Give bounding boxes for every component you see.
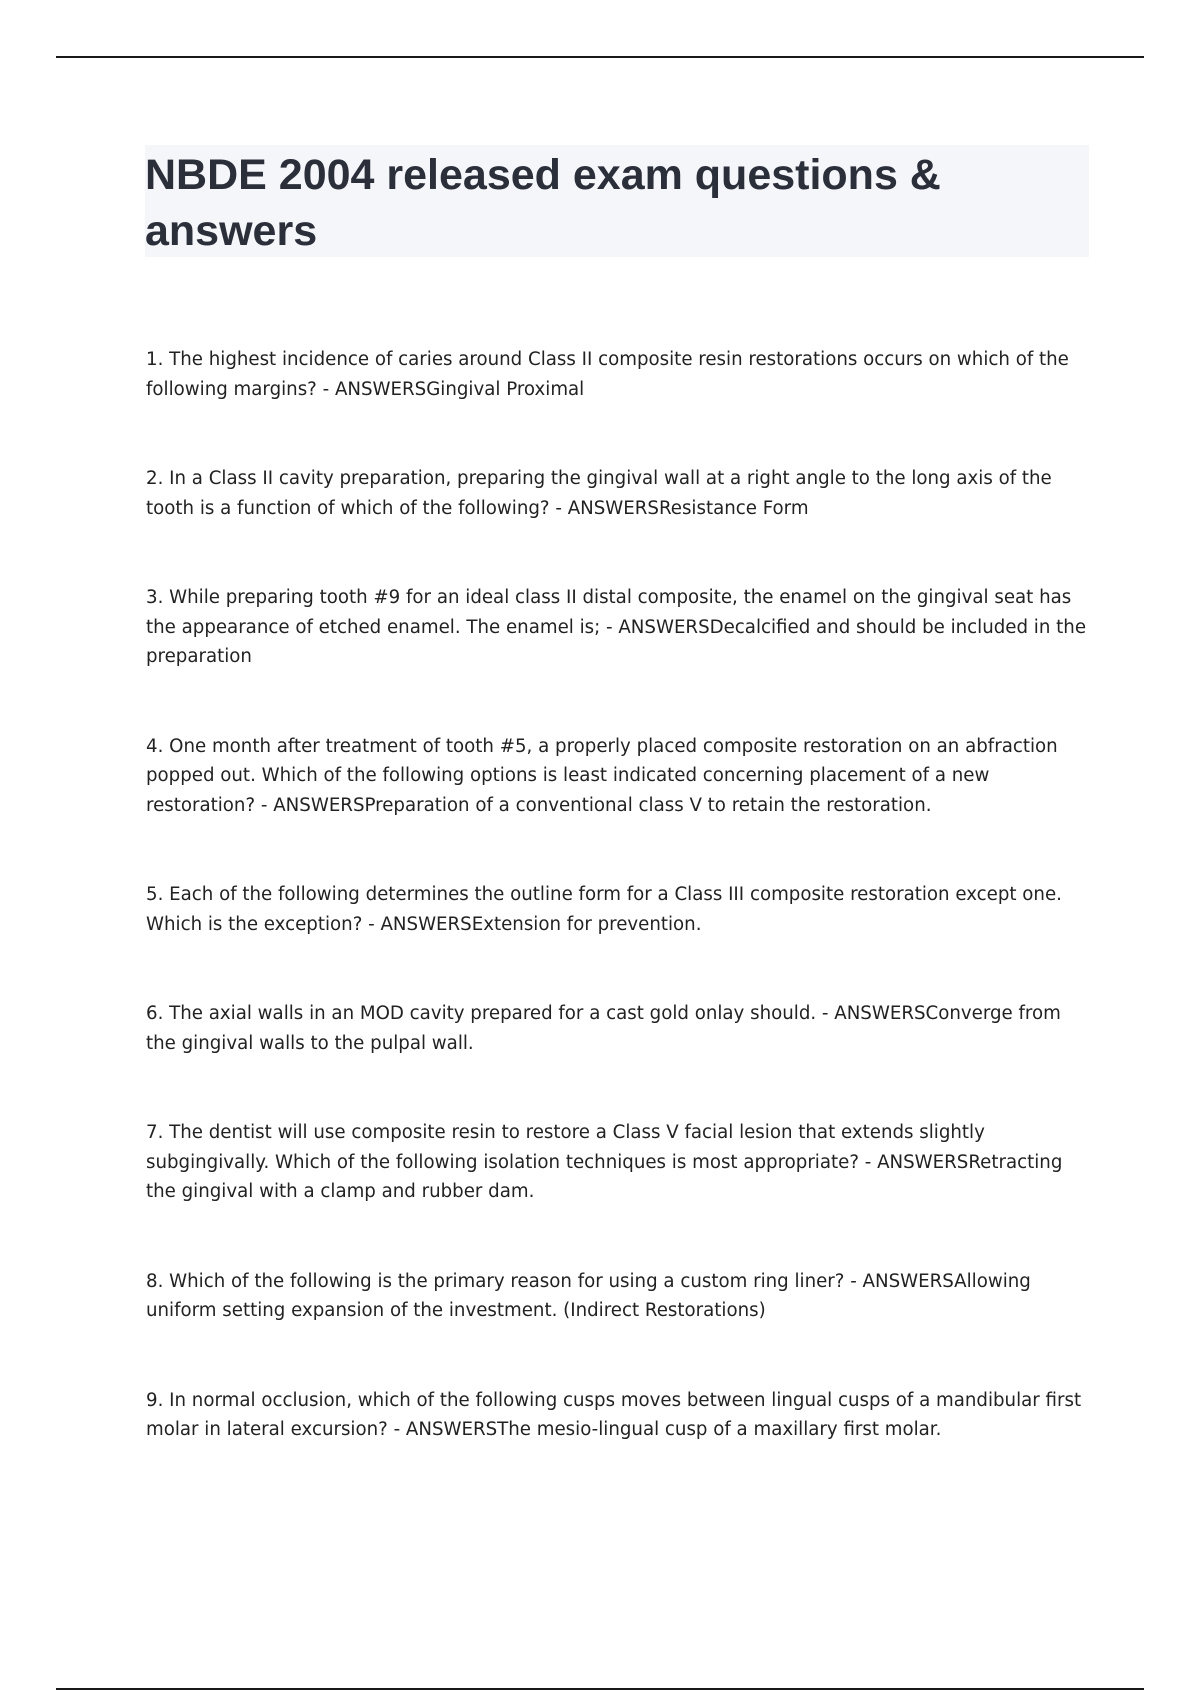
question-item-1: 1. The highest incidence of caries around Class II composite resin restorations occurs on which of the following margins? - ANSWERSGingival Proximal	[146, 349, 1069, 400]
title-block	[145, 145, 1089, 257]
question-list	[146, 345, 1090, 1505]
question-item-8: 8. Which of the following is the primary reason for using a custom ring liner? - ANSWERSAllowing uniform setting expansion of the investment. (Indirect Restorations)	[146, 1270, 1031, 1321]
question-item-5: 5. Each of the following determines the outline form for a Class III composite restoration except one. Which is the exception? - ANSWERSExtension for prevention.	[146, 884, 1062, 935]
top-rule	[56, 56, 1144, 58]
question-item-7: 7. The dentist will use composite resin to restore a Class V facial lesion that extends slightly subgingivally. Which of the following isolation techniques is most appropriate? - ANSWERSRetracting the gingival with a clamp and rubber dam.	[146, 1122, 1063, 1202]
question-item-6: 6. The axial walls in an MOD cavity prepared for a cast gold onlay should. - ANSWERSConverge from the gingival walls to the pulpal wall.	[146, 1003, 1061, 1054]
bottom-rule	[56, 1688, 1144, 1690]
question-item-2: 2. In a Class II cavity preparation, preparing the gingival wall at a right angle to the long axis of the tooth is a function of which of the following? - ANSWERSResistance Form	[146, 468, 1052, 519]
question-item-3: 3. While preparing tooth #9 for an ideal class II distal composite, the enamel on the gingival seat has the appearance of etched enamel. The enamel is; - ANSWERSDecalcified and should be included in the preparation	[146, 587, 1087, 667]
question-item-4: 4. One month after treatment of tooth #5, a properly placed composite restoration on an abfraction popped out. Which of the following options is least indicated concerning placement of a new restoration? - ANSWERSPreparation of a conventional class V to retain the restoration.	[146, 735, 1058, 816]
document-title: NBDE 2004 released exam questions & answers	[145, 151, 941, 255]
question-item-9: 9. In normal occlusion, which of the following cusps moves between lingual cusps of a mandibular first molar in lateral excursion? - ANSWERSThe mesio-lingual cusp of a maxillary first molar.	[146, 1389, 1082, 1440]
